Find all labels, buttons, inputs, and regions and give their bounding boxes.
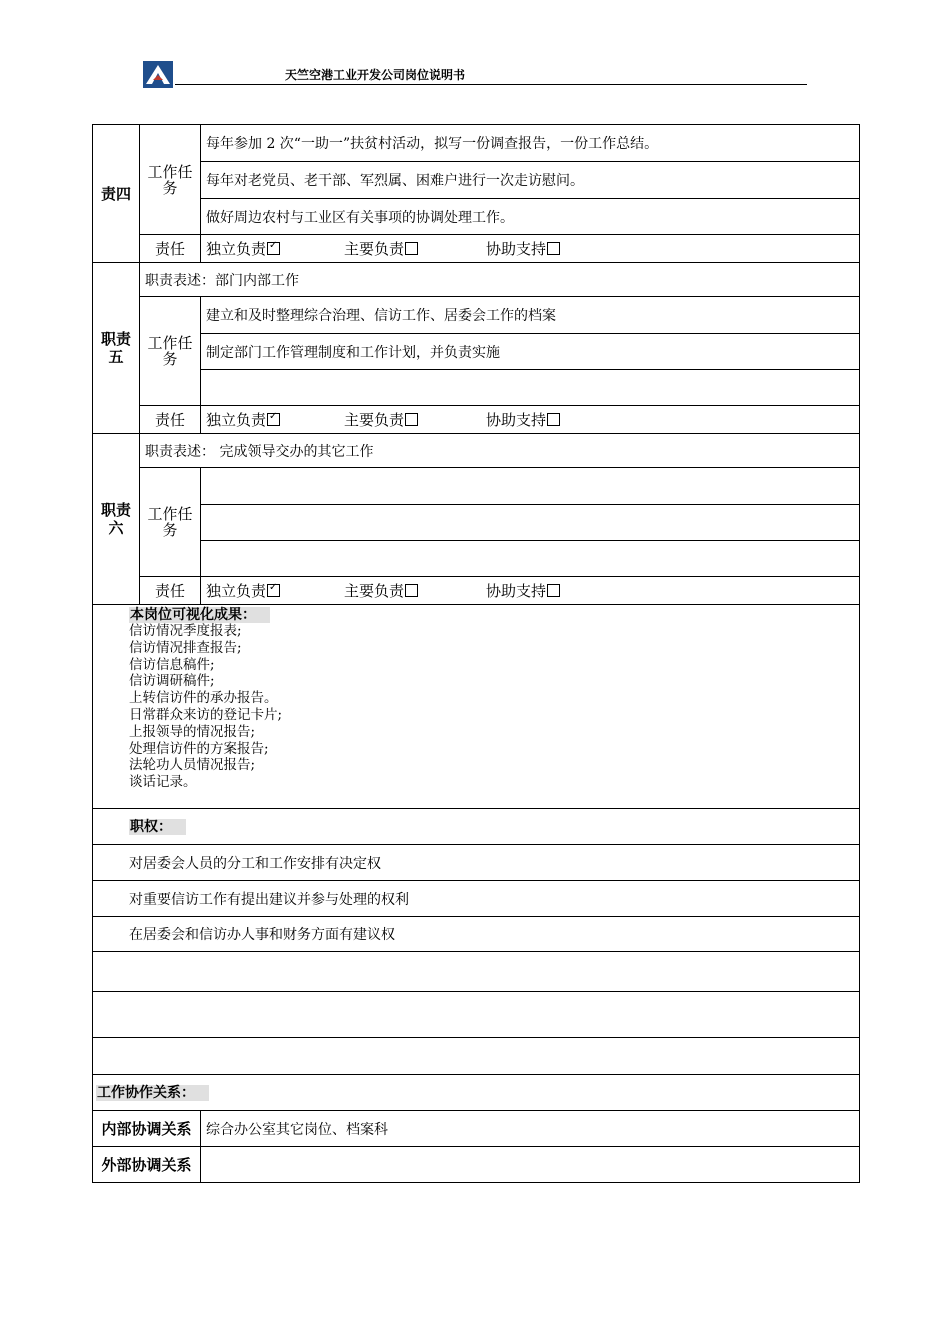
outcome-item: 上报领导的情况报告;	[129, 723, 256, 740]
authority-item: 对居委会人员的分工和工作安排有决定权	[93, 845, 860, 881]
duty6-task-1	[201, 468, 860, 505]
duty4-task-3: 做好周边农村与工业区有关事项的协调处理工作。	[201, 199, 860, 235]
outcome-item: 信访情况季度报表;	[129, 623, 242, 639]
assist-checkbox[interactable]	[547, 584, 560, 597]
job-description-table	[92, 124, 860, 1183]
duty6-description: 职责表述： 完成领导交办的其它工作	[140, 434, 860, 468]
authority-row	[93, 992, 860, 1038]
duty4-label: 责四	[93, 125, 140, 263]
authority-row	[93, 917, 860, 952]
authority-item	[93, 952, 860, 992]
internal-coordination-value: 综合办公室其它岗位、档案科	[201, 1111, 860, 1147]
duty5-resp-label: 责任	[140, 406, 201, 434]
outcomes-row	[93, 605, 860, 809]
coordination-title-cell	[93, 1075, 860, 1111]
duty6-label: 职责六	[93, 434, 140, 605]
outcomes-title: 本岗位可视化成果：	[129, 607, 270, 623]
duty5-label: 职责五	[93, 263, 140, 434]
outcome-item: 信访调研稿件;	[129, 673, 215, 690]
main-option-label: 主要负责	[344, 411, 405, 429]
independent-checkbox[interactable]	[267, 413, 280, 426]
authority-row	[93, 881, 860, 917]
authority-title-cell	[93, 809, 860, 845]
authority-item: 对重要信访工作有提出建议并参与处理的权利	[93, 881, 860, 917]
duty6-task-label: 工作任务	[140, 468, 201, 577]
duty4-resp-options	[201, 235, 860, 263]
main-checkbox[interactable]	[405, 413, 418, 426]
duty5-description: 职责表述：部门内部工作	[140, 263, 860, 297]
independent-checkbox[interactable]	[267, 242, 280, 255]
outcome-item: 日常群众来访的登记卡片;	[129, 706, 283, 723]
independent-checkbox[interactable]	[267, 584, 280, 597]
duty4-task-row	[93, 125, 860, 162]
duty4-task-2: 每年对老党员、老干部、军烈属、困难户进行一次走访慰问。	[201, 162, 860, 199]
independent-option-label: 独立负责	[206, 582, 267, 600]
duty5-responsibility-row	[93, 406, 860, 434]
external-coordination-row	[93, 1147, 860, 1183]
authority-row	[93, 1038, 860, 1075]
duty5-task-2: 制定部门工作管理制度和工作计划，并负责实施	[201, 334, 860, 370]
authority-item	[93, 1038, 860, 1075]
outcome-item: 信访情况排查报告;	[129, 639, 242, 656]
company-logo	[143, 61, 173, 88]
duty5-task-row	[93, 297, 860, 334]
main-option-label: 主要负责	[344, 240, 405, 258]
authority-title: 职权：	[129, 819, 186, 835]
main-option-label: 主要负责	[344, 582, 405, 600]
independent-option-label: 独立负责	[206, 240, 267, 258]
duty6-resp-label: 责任	[140, 577, 201, 605]
duty6-task-3	[201, 541, 860, 577]
outcomes-section	[93, 605, 860, 809]
internal-coordination-label: 内部协调关系	[93, 1111, 201, 1147]
duty5-task-1: 建立和及时整理综合治理、信访工作、居委会工作的档案	[201, 297, 860, 334]
document-title: 天竺空港工业开发公司岗位说明书	[284, 68, 465, 82]
duty4-task-label: 工作任务	[140, 125, 201, 235]
authority-item	[93, 992, 860, 1038]
assist-option-label: 协助支持	[486, 582, 547, 600]
assist-option-label: 协助支持	[486, 411, 547, 429]
assist-option-label: 协助支持	[486, 240, 547, 258]
duty5-resp-options	[201, 406, 860, 434]
assist-checkbox[interactable]	[547, 242, 560, 255]
authority-row	[93, 952, 860, 992]
external-coordination-label: 外部协调关系	[93, 1147, 201, 1183]
assist-checkbox[interactable]	[547, 413, 560, 426]
coordination-title-row	[93, 1075, 860, 1111]
duty4-resp-label: 责任	[140, 235, 201, 263]
duty4-task-1: 每年参加 2 次“一助一”扶贫村活动，拟写一份调查报告，一份工作总结。	[201, 125, 860, 162]
outcome-item: 谈话记录。	[129, 774, 197, 791]
external-coordination-value	[201, 1147, 860, 1183]
duty5-task-label: 工作任务	[140, 297, 201, 406]
authority-row	[93, 845, 860, 881]
coordination-title: 工作协作关系：	[96, 1085, 209, 1101]
duty4-responsibility-row	[93, 235, 860, 263]
duty6-description-row	[93, 434, 860, 468]
duty6-responsibility-row	[93, 577, 860, 605]
duty6-resp-options	[201, 577, 860, 605]
independent-option-label: 独立负责	[206, 411, 267, 429]
internal-coordination-row	[93, 1111, 860, 1147]
duty5-description-row	[93, 263, 860, 297]
outcome-item: 处理信访件的方案报告;	[129, 740, 269, 757]
main-checkbox[interactable]	[405, 584, 418, 597]
authority-title-row	[93, 809, 860, 845]
duty6-task-row	[93, 505, 860, 541]
duty6-task-row	[93, 468, 860, 505]
duty6-task-row	[93, 541, 860, 577]
outcome-item: 法轮功人员情况报告;	[129, 757, 256, 774]
main-checkbox[interactable]	[405, 242, 418, 255]
duty4-task-row	[93, 199, 860, 235]
authority-item: 在居委会和信访办人事和财务方面有建议权	[93, 917, 860, 952]
outcome-item: 上转信访件的承办报告。	[129, 690, 278, 707]
duty6-task-2	[201, 505, 860, 541]
duty5-task-3	[201, 370, 860, 406]
duty5-task-row	[93, 334, 860, 370]
header-divider	[175, 84, 807, 85]
duty4-task-row	[93, 162, 860, 199]
outcome-item: 信访信息稿件;	[129, 656, 215, 673]
duty5-task-row	[93, 370, 860, 406]
